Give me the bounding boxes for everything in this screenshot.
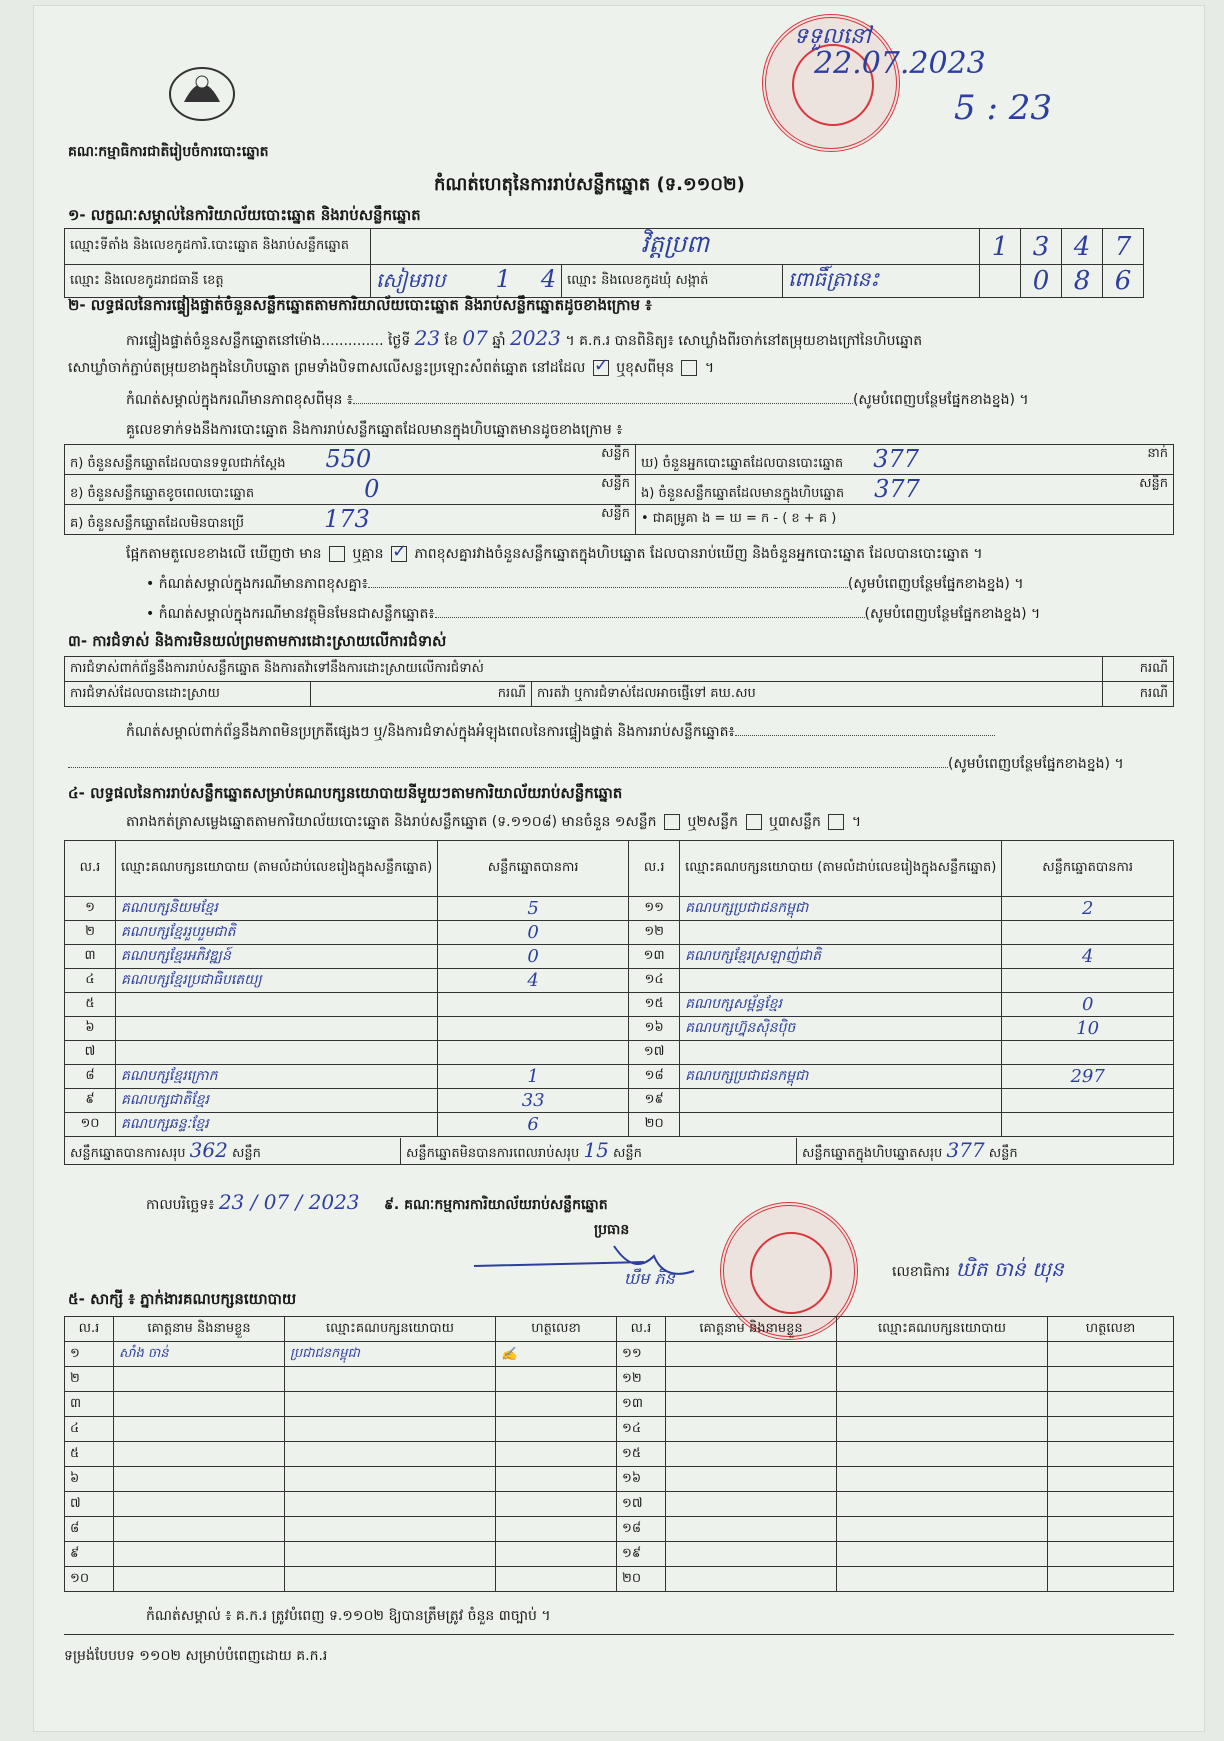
party-votes xyxy=(438,1041,629,1065)
witness-signature xyxy=(496,1492,617,1517)
party-votes xyxy=(438,1017,629,1041)
two-sheet-checkbox[interactable] xyxy=(746,814,762,830)
witness-row xyxy=(65,1567,1174,1592)
form-title: កំណត់ហេតុនៃការរាប់សន្លឹកឆ្នោត (ទ.១១០២) xyxy=(434,174,745,195)
witness-party xyxy=(285,1492,496,1517)
witness-no: ១៦ xyxy=(617,1467,666,1492)
stamp-time: 5 : 23 xyxy=(954,88,1052,128)
party-no: ៥ xyxy=(65,993,116,1017)
witness-no: ១៨ xyxy=(617,1517,666,1542)
three-sheet-checkbox[interactable] xyxy=(828,814,844,830)
party-name: គណបក្សនិយមខ្មែរ xyxy=(116,897,438,921)
witness-signature xyxy=(496,1517,617,1542)
party-no: ១០ xyxy=(65,1113,116,1137)
party-no: ៧ xyxy=(65,1041,116,1065)
party-row xyxy=(65,1089,1174,1113)
party-no: ៦ xyxy=(65,1017,116,1041)
result-sheet-sentence: តារាងកត់ត្រាសម្លេងឆ្នោតតាមការិយាល័យបោះឆ្នោត និងរាប់សន្លឹកឆ្នោត (ទ.១១០៨) មានចំនួន ១សន្លឹក ឬ២សន្លឹក ឬ៣សន្លឹក ។ xyxy=(126,814,862,830)
voters-value: 377 xyxy=(873,445,919,473)
witness-row xyxy=(65,1517,1174,1542)
witness-name xyxy=(114,1417,285,1442)
form-reference: ទម្រង់បែបបទ ១១០២ សម្រាប់បំពេញដោយ គ.ក.រ xyxy=(64,1648,328,1664)
note-line-2: • កំណត់សម្គាល់ក្នុងករណីមានភាពខុសគ្នា៖ (សូមបំពេញបន្ថែមផ្នែកខាងខ្នង) ។ xyxy=(146,576,1024,592)
party-row xyxy=(65,993,1174,1017)
party-name: គណបក្សជាតិខ្មែរ xyxy=(116,1089,438,1113)
party-no: ១១ xyxy=(629,897,680,921)
witness-empty-cell xyxy=(837,1492,1048,1517)
party-name: គណបក្សខ្មែរប្រជាធិបតេយ្យ xyxy=(116,969,438,993)
chair-signature xyxy=(464,1226,744,1296)
witness-empty-cell xyxy=(666,1567,837,1592)
witness-name xyxy=(114,1492,285,1517)
party-row xyxy=(65,921,1174,945)
witness-no: ៨ xyxy=(65,1517,114,1542)
section-4-title: ៤- លទ្ធផលនៃការរាប់សន្លឹកឆ្នោតសម្រាប់គណបក្សនយោបាយនីមួយៗតាមការិយាល័យរាប់សន្លឹកឆ្នោត xyxy=(68,784,623,802)
totals-row: សន្លឹកឆ្នោតបានការសរុប 362 សន្លឹក សន្លឹកឆ្នោតមិនបានការពេលរាប់សរុប 15 សន្លឹក សន្លឹកឆ្នោតក្នុងហិបឆ្នោតសរុប 377 សន្លឹក xyxy=(65,1137,1174,1165)
party-row xyxy=(65,969,1174,993)
party-name: គណបក្សប្រជាជនកម្ពុជា xyxy=(680,897,1002,921)
party-no: ១៥ xyxy=(629,993,680,1017)
party-no: ១២ xyxy=(629,921,680,945)
nec-emblem-icon xyxy=(162,56,242,126)
party-name: គណបក្សប្រជាជនកម្ពុជា xyxy=(680,1065,1002,1089)
party-name xyxy=(116,1041,438,1065)
party-votes: 10 xyxy=(1002,1017,1174,1041)
party-no: ៤ xyxy=(65,969,116,993)
witness-empty-cell xyxy=(1048,1417,1174,1442)
section-5-title: ៥- សាក្សី ៖ ភ្នាក់ងារគណបក្សនយោបាយ xyxy=(68,1290,297,1308)
party-votes xyxy=(1002,1041,1174,1065)
witness-empty-cell xyxy=(666,1392,837,1417)
party-name xyxy=(680,1089,1002,1113)
witness-no: ៥ xyxy=(65,1442,114,1467)
witness-row xyxy=(65,1442,1174,1467)
witness-empty-cell xyxy=(837,1467,1048,1492)
total-invalid-value: 15 xyxy=(583,1137,609,1162)
party-no: ១៤ xyxy=(629,969,680,993)
witness-name xyxy=(114,1442,285,1467)
commune-digit-2: 8 xyxy=(1062,265,1103,298)
witness-empty-cell xyxy=(837,1342,1048,1367)
witness-no: ៦ xyxy=(65,1467,114,1492)
party-no: ២០ xyxy=(629,1113,680,1137)
party-no: ៣ xyxy=(65,945,116,969)
note-line-3: • កំណត់សម្គាល់ក្នុងករណីមានវត្ថុមិនមែនជាសន្លឹកឆ្នោត៖ (សូមបំពេញបន្ថែមផ្នែកខាងខ្នង) ។ xyxy=(146,606,1041,622)
closing-date-line: កាលបរិច្ឆេទ៖ 23 / 07 / 2023 ៩. គណៈកម្មការការិយាល័យរាប់សន្លឹកឆ្នោត xyxy=(146,1190,608,1214)
witness-empty-cell xyxy=(837,1417,1048,1442)
form-sheet xyxy=(34,6,1204,1731)
witness-party: ប្រជាជនកម្ពុជា xyxy=(285,1342,496,1367)
province-name: សៀមរាប 1 4 xyxy=(371,265,562,298)
station-digit-4: 7 xyxy=(1103,229,1144,265)
witness-no: ១២ xyxy=(617,1367,666,1392)
witness-no: ២០ xyxy=(617,1567,666,1592)
witness-empty-cell xyxy=(1048,1542,1174,1567)
party-row xyxy=(65,897,1174,921)
witness-empty-cell xyxy=(837,1392,1048,1417)
witness-no: ៣ xyxy=(65,1392,114,1417)
witness-party xyxy=(285,1417,496,1442)
party-name: គណបក្សខ្មែរក្រោក xyxy=(116,1065,438,1089)
party-row xyxy=(65,1065,1174,1089)
witness-empty-cell xyxy=(666,1342,837,1367)
diff-no-checkbox[interactable] xyxy=(391,546,407,562)
witness-party xyxy=(285,1442,496,1467)
note-line-5: (សូមបំពេញបន្ថែមផ្នែកខាងខ្នង) ។ xyxy=(68,754,1124,775)
witness-empty-cell xyxy=(666,1492,837,1517)
party-row xyxy=(65,1017,1174,1041)
party-votes: 0 xyxy=(1002,993,1174,1017)
witness-row xyxy=(65,1367,1174,1392)
party-votes xyxy=(438,993,629,1017)
party-votes: 4 xyxy=(438,969,629,993)
section-3-title: ៣- ការជំទាស់ និងការមិនយល់ព្រមតាមការដោះស្រាយលើការជំទាស់ xyxy=(68,632,447,650)
total-valid-value: 362 xyxy=(189,1137,228,1162)
party-no: ១៩ xyxy=(629,1089,680,1113)
witness-empty-cell xyxy=(1048,1467,1174,1492)
party-name: គណបក្សសម្ព័ន្ធខ្មែរ xyxy=(680,993,1002,1017)
witness-no: ១៤ xyxy=(617,1417,666,1442)
note-line-1: កំណត់សម្គាល់ក្នុងករណីមានភាពខុសពីមុន ៖ (សូមបំពេញបន្ថែមផ្នែកខាងខ្នង) ។ xyxy=(126,392,1029,408)
footnote: កំណត់សម្គាល់ ៖ គ.ក.រ ត្រូវបំពេញ ទ.១១០២ ឱ្យបានត្រឹមត្រូវ ចំនួន ៣ច្បាប់ ។ xyxy=(146,1608,551,1624)
ballot-count-table: ក) ចំនួនសន្លឹកឆ្នោតដែលបានទទួលជាក់ស្តែង 550 សន្លឹក ឃ) ចំនួនអ្នកបោះឆ្នោតដែលបានបោះឆ្នោត 377 នាក់ ខ) ចំនួនសន្លឹកឆ្នោតខូចពេលបោះឆ្នោត 0 សន្លឹក ង) ចំនួនសន្លឹកឆ្នោតដែលមានក្នុងហិបឆ្នោត 377 សន្លឹក គ) ចំនួនសន្លឹកឆ្នោតដែលមិនបានប្រើ 173 សន្លឹក • ជាគម្រូគា ង = ឃ = ក - ( ខ + គ ) xyxy=(64,444,1174,535)
witness-signature xyxy=(496,1567,617,1592)
witness-no: ៤ xyxy=(65,1417,114,1442)
seal-wrong-checkbox[interactable] xyxy=(681,360,697,376)
party-no: ១៧ xyxy=(629,1041,680,1065)
witness-no: ១៥ xyxy=(617,1442,666,1467)
witness-empty-cell xyxy=(1048,1342,1174,1367)
party-row xyxy=(65,1113,1174,1137)
witness-party xyxy=(285,1367,496,1392)
party-name: គណបក្សខ្មែររួបរួមជាតិ xyxy=(116,921,438,945)
witness-party xyxy=(285,1392,496,1417)
party-votes: 297 xyxy=(1002,1065,1174,1089)
party-no: ១៨ xyxy=(629,1065,680,1089)
witness-signature: ✍ xyxy=(496,1342,617,1367)
party-name: គណបក្សខ្មែរអភិវឌ្ឍន៍ xyxy=(116,945,438,969)
ref-number: លេខាធិការ ឃិត ចាន់ យុន xyxy=(892,1257,1064,1281)
party-name xyxy=(116,1017,438,1041)
witness-no: ១៩ xyxy=(617,1542,666,1567)
station-digit-1: 1 xyxy=(980,229,1021,265)
verification-sentence: ការផ្ទៀងផ្ទាត់ចំនួនសន្លឹកឆ្នោតនៅម៉ោង.............. ថ្ងៃទី 23 ខែ 07 ឆ្នាំ 2023 ។ គ.ក.រ បានពិនិត្យ៖ សោឃ្លាំងពីរចាក់នៅតម្រុយខាងក្រៅនៃហិបឆ្នោត xyxy=(126,326,923,350)
witness-empty-cell xyxy=(1048,1367,1174,1392)
witness-row xyxy=(65,1467,1174,1492)
commune-name: ពោធិ៍ត្រានេះ xyxy=(783,265,980,298)
witness-name: សាំង ចាន់ xyxy=(114,1342,285,1367)
witness-no: ១ xyxy=(65,1342,114,1367)
witness-row xyxy=(65,1392,1174,1417)
witness-party xyxy=(285,1517,496,1542)
seal-sentence: សោឃ្លាំចាក់ភ្ជាប់តម្រុយខាងក្នុងនៃហិបឆ្នោត ព្រមទាំងបិទពាសលើសន្លះប្រឡោះសំពត់ឆ្នោត នៅដដែល ✓ ឬខុសពីមុន ។ xyxy=(68,358,714,379)
witness-signature xyxy=(496,1417,617,1442)
party-row xyxy=(65,945,1174,969)
witness-no: ១៧ xyxy=(617,1492,666,1517)
witness-no: ៩ xyxy=(65,1542,114,1567)
note-line-4: កំណត់សម្គាល់ពាក់ព័ន្ធនឹងភាពមិនប្រក្រតីផ្សេងៗ ឬ/និងការជំទាស់ក្នុងអំឡុងពេលនៃការផ្ទៀងផ្ទាត់ និងការរាប់សន្លឹកឆ្នោត៖ xyxy=(126,722,995,743)
party-votes xyxy=(1002,921,1174,945)
party-no: ២ xyxy=(65,921,116,945)
party-name xyxy=(680,969,1002,993)
party-name xyxy=(116,993,438,1017)
witness-empty-cell xyxy=(666,1442,837,1467)
witness-name xyxy=(114,1542,285,1567)
witness-empty-cell xyxy=(837,1517,1048,1542)
committee-name: គណៈកម្មាធិការជាតិរៀបចំការបោះឆ្នោត xyxy=(68,144,269,160)
witness-no: ១១ xyxy=(617,1342,666,1367)
complaints-table: ការជំទាស់ពាក់ព័ន្ធនឹងការរាប់សន្លឹកឆ្នោត និងការតវ៉ាទៅនឹងការដោះស្រាយលើការជំទាស់ ករណី ការជំទាស់ដែលបានដោះស្រាយ ករណី ការតវ៉ា ឬការជំទាស់ដែលអាចផ្ញើទៅ គឃ.សប ករណី xyxy=(64,656,1174,707)
spoiled-value: 0 xyxy=(364,475,380,503)
witness-empty-cell xyxy=(837,1567,1048,1592)
witness-empty-cell xyxy=(1048,1442,1174,1467)
witness-row xyxy=(65,1542,1174,1567)
diff-yes-checkbox[interactable] xyxy=(329,546,345,562)
party-results-table: ល.រ ឈ្មោះគណបក្សនយោបាយ (តាមលំដាប់លេខរៀងក្នុងសន្លឹកឆ្នោត) សន្លឹកឆ្នោតបានការ ល.រ ឈ្មោះគណបក្សនយោបាយ (តាមលំដាប់លេខរៀងក្នុងសន្លឹកឆ្នោត) សន្លឹកឆ្នោតបានការ ១ គណបក្សនិយមខ្មែរ 5 ១១ គណបក្សប្រជាជនកម្ពុជា 2 ២ គណបក្សខ្មែររួបរួមជាតិ 0 ១២ ៣ គណបក្សខ្មែរអភិវឌ្ឍន៍ 0 ១៣ គណបក្សខ្មែរស្រឡាញ់ជាតិ 4 ៤ គណបក្សខ្មែរប្រជាធិបតេយ្យ 4 ១៤ ៥ ១៥ គណបក្សសម្ព័ន្ធខ្មែរ 0 ៦ ១៦ គណបក្សហ្វ៊ុនស៊ិនប៉ិច 10 ៧ ១៧ ៨ គណបក្សខ្មែរក្រោក 1 ១៨ គណបក្សប្រជាជនកម្ពុជា 297 ៩ គណបក្សជាតិខ្មែរ 33 ១៩ ១០ គណបក្សឆន្ទៈខ្មែរ 6 ២០ សន្លឹកឆ្នោតបានការសរុប 362 សន្លឹក សន្លឹកឆ្នោតមិនបានការពេលរាប់សរុប 15 សន្លឹក សន្លឹកឆ្នោតក្នុងហិបឆ្នោតសរុប 377 សន្លឹក xyxy=(64,840,1174,1165)
witness-table: ល.រ គោត្តនាម និងនាមខ្លួន ឈ្មោះគណបក្សនយោបាយ ហត្ថលេខា ល.រ គោត្តនាម និងនាមខ្លួន ឈ្មោះគណបក្សនយោបាយ ហត្ថលេខា ១ សាំង ចាន់ ប្រជាជនកម្ពុជា ✍ ១១ ២ ១២ ៣ ១៣ ៤ ១៤ ៥ ១៥ ៦ ១៦ ៧ ១៧ ៨ ១៨ ៩ ១៩ ១០ ២០ xyxy=(64,1316,1174,1592)
witness-signature xyxy=(496,1467,617,1492)
stamp-handwriting: ទទួលនៅ xyxy=(794,24,871,49)
party-votes: 0 xyxy=(438,921,629,945)
party-row xyxy=(65,1041,1174,1065)
seal-correct-checkbox[interactable] xyxy=(593,360,609,376)
witness-signature xyxy=(496,1367,617,1392)
witness-empty-cell xyxy=(1048,1492,1174,1517)
total-box-value: 377 xyxy=(946,1137,985,1162)
witness-signature xyxy=(496,1442,617,1467)
witness-empty-cell xyxy=(1048,1567,1174,1592)
party-name xyxy=(680,921,1002,945)
witness-row xyxy=(65,1417,1174,1442)
witness-party xyxy=(285,1567,496,1592)
witness-name xyxy=(114,1517,285,1542)
witness-signature xyxy=(496,1542,617,1567)
party-votes xyxy=(1002,969,1174,993)
party-name: គណបក្សខ្មែរស្រឡាញ់ជាតិ xyxy=(680,945,1002,969)
difference-sentence: ផ្អែកតាមតួលេខខាងលើ ឃើញថា មាន ឬគ្មាន ✓ ភាពខុសគ្នារវាងចំនួនសន្លឹកឆ្នោតក្នុងហិបឆ្នោត ដែលបានរាប់ឃើញ និងចំនួនអ្នកបោះឆ្នោត ដែលបានបោះឆ្នោត ។ xyxy=(126,544,983,565)
witness-name xyxy=(114,1467,285,1492)
station-digit-2: 3 xyxy=(1021,229,1062,265)
party-votes: 5 xyxy=(438,897,629,921)
chair-label: ប្រធាន xyxy=(594,1222,630,1238)
witness-no: ២ xyxy=(65,1367,114,1392)
witness-empty-cell xyxy=(837,1442,1048,1467)
unused-value: 173 xyxy=(324,505,370,533)
party-votes: 2 xyxy=(1002,897,1174,921)
party-no: ១ xyxy=(65,897,116,921)
witness-no: ១៣ xyxy=(617,1392,666,1417)
witness-row xyxy=(65,1492,1174,1517)
witness-empty-cell xyxy=(1048,1392,1174,1417)
witness-empty-cell xyxy=(837,1367,1048,1392)
witness-empty-cell xyxy=(1048,1517,1174,1542)
party-no: ១៦ xyxy=(629,1017,680,1041)
section-1-title: ១- លក្ខណៈសម្គាល់នៃការិយាល័យបោះឆ្នោត និងរាប់សន្លឹកឆ្នោត xyxy=(68,206,421,224)
party-votes: 0 xyxy=(438,945,629,969)
witness-no: ១០ xyxy=(65,1567,114,1592)
witness-empty-cell xyxy=(666,1467,837,1492)
witness-row xyxy=(65,1342,1174,1367)
commune-digit-3: 6 xyxy=(1103,265,1144,298)
party-votes: 1 xyxy=(438,1065,629,1089)
party-no: ១៣ xyxy=(629,945,680,969)
station-name: វិត្តប្រពា xyxy=(371,229,980,265)
party-no: ៩ xyxy=(65,1089,116,1113)
witness-party xyxy=(285,1467,496,1492)
witness-no: ៧ xyxy=(65,1492,114,1517)
party-name: គណបក្សហ្វ៊ុនស៊ិនប៉ិច xyxy=(680,1017,1002,1041)
party-votes: 4 xyxy=(1002,945,1174,969)
witness-party xyxy=(285,1542,496,1567)
witness-empty-cell xyxy=(666,1542,837,1567)
witness-name xyxy=(114,1367,285,1392)
commune-digit-1: 0 xyxy=(1021,265,1062,298)
witness-name xyxy=(114,1392,285,1417)
party-name: គណបក្សឆន្ទៈខ្មែរ xyxy=(116,1113,438,1137)
party-votes xyxy=(1002,1113,1174,1137)
party-name xyxy=(680,1041,1002,1065)
one-sheet-checkbox[interactable] xyxy=(664,814,680,830)
party-no: ៨ xyxy=(65,1065,116,1089)
party-votes: 6 xyxy=(438,1113,629,1137)
witness-signature xyxy=(496,1392,617,1417)
station-digit-3: 4 xyxy=(1062,229,1103,265)
party-votes xyxy=(1002,1089,1174,1113)
station-identity-table: ឈ្មោះទីតាំង និងលេខកូដការិ.បោះឆ្នោត និងរាប់សន្លឹកឆ្នោត វិត្តប្រពា 1 3 4 7 ឈ្មោះ និងលេខកូដរាជធានី ខេត្ត សៀមរាប 1 4 ឈ្មោះ និងលេខកូដឃុំ សង្កាត់ ពោធិ៍ត្រានេះ 0 8 6 xyxy=(64,228,1144,298)
party-votes: 33 xyxy=(438,1089,629,1113)
witness-empty-cell xyxy=(666,1517,837,1542)
count-intro: គួលេខទាក់ទងនឹងការបោះឆ្នោត និងការរាប់សន្លឹកឆ្នោតដែលមានក្នុងហិបឆ្នោតមានដូចខាងក្រោម ៖ xyxy=(126,422,623,438)
stamp-date: 22.07.2023 xyxy=(814,46,986,81)
chair-name: ឃឹម ភិន xyxy=(624,1269,675,1288)
witness-empty-cell xyxy=(666,1367,837,1392)
box-ballots-value: 377 xyxy=(874,475,920,503)
witness-name xyxy=(114,1567,285,1592)
witness-empty-cell xyxy=(666,1417,837,1442)
witness-empty-cell xyxy=(837,1542,1048,1567)
section-2-title: ២- លទ្ធផលនៃការផ្ទៀងផ្ទាត់ចំនួនសន្លឹកឆ្នោតតាមការិយាល័យបោះឆ្នោត និងរាប់សន្លឹកឆ្នោតដូចខាងក្រោម ៖ xyxy=(68,296,652,314)
ballots-received-value: 550 xyxy=(325,445,372,473)
party-name xyxy=(680,1113,1002,1137)
